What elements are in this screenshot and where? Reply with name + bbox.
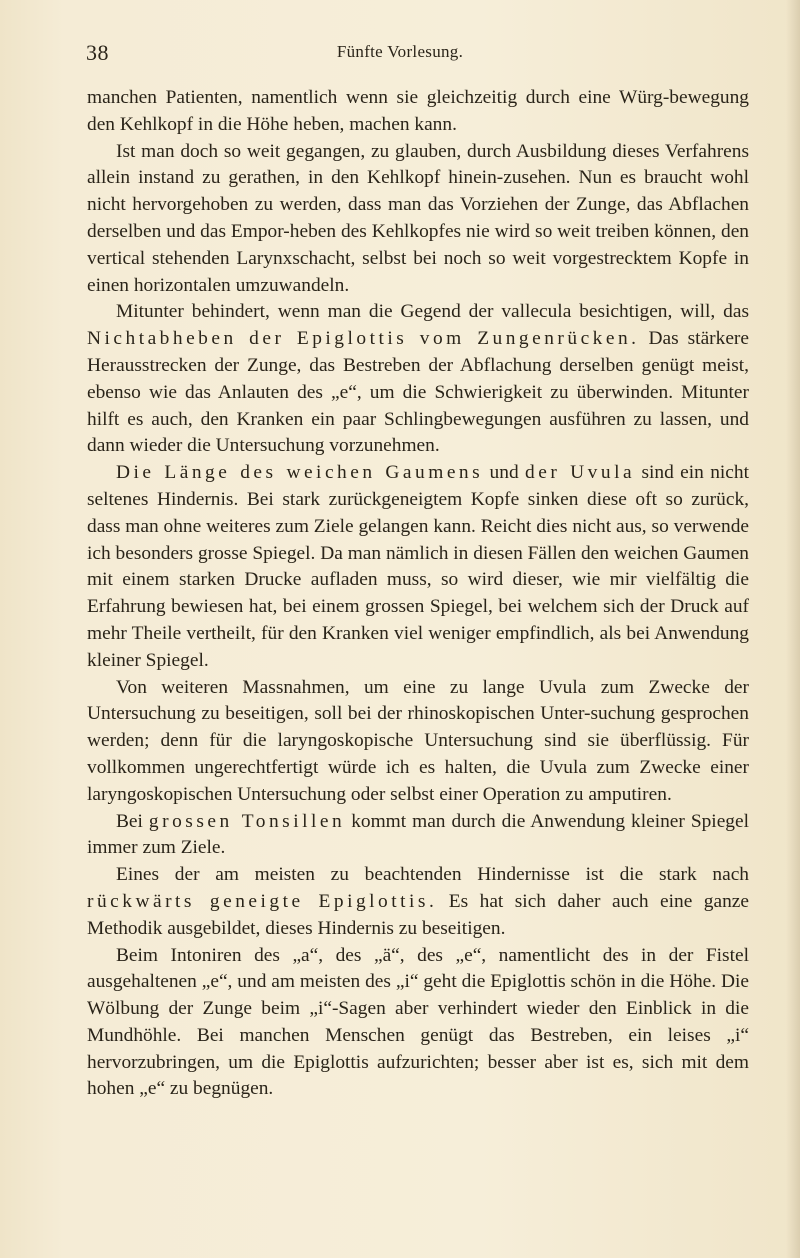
paragraph <box>87 862 749 942</box>
running-head: Fünfte Vorlesung. <box>336 42 464 61</box>
page-edge-shadow <box>786 0 800 1258</box>
paragraph-text: kommt man durch die Anwendung kleiner Spiegel immer zum Ziele. <box>87 810 749 859</box>
paragraph-text: sind ein nicht seltenes Hindernis. Bei stark zurückgeneigtem Kopfe sinken diese oft so zurück, dass man ohne weiteres zum Ziele gelangen kann. Reicht dies nicht aus, so verwende ich besonders grosse Spiegel. Da man nämlich in diesen Fällen den weichen Gaumen mit einem starken Drucke aufladen muss, so wird dieser, wie mir vielfältig die Erfahrung bewiesen hat, bei einem grossen Spiegel, bei welchem sich der Druck auf mehr Theile vertheilt, für den Kranken viel weniger empfindlich, als bei Anwendung kleiner Spiegel. <box>87 462 749 671</box>
paragraph <box>87 675 749 809</box>
paragraph <box>87 809 749 863</box>
paragraph <box>87 299 749 460</box>
emphasized-text: Nichtabheben der Epiglottis vom Zungenrücken. <box>87 328 640 350</box>
paragraph-text: manchen Patienten, namentlich wenn sie gleichzeitig durch eine Würg-bewegung den Kehlkopf in die Höhe heben, machen kann. <box>87 87 749 135</box>
paragraph <box>87 85 749 139</box>
paragraph-text: Eines der am meisten zu beachtenden Hindernisse ist die stark nach <box>116 864 749 886</box>
paragraph-text: Ist man doch so weit gegangen, zu glauben, durch Ausbildung dieses Verfahrens allein instand zu gerathen, in den Kehlkopf hinein-zusehen. Nun es braucht wohl nicht hervorgehoben zu werden, dass man das Vorziehen der Zunge, das Abflachen derselben und das Empor-heben des Kehlkopfes nie wird so weit treiben können, den vertical stehenden Larynxschacht, selbst bei noch so weit vorgestrecktem Kopfe in einen horizontalen umzuwandeln. <box>87 140 749 296</box>
paragraph-text: Von weiteren Massnahmen, um eine zu lange Uvula zum Zwecke der Untersuchung zu beseitigen, soll bei der rhinoskopischen Unter-suchung gesprochen werden; denn für die laryngoskopische Untersuchung sind sie überflüssig. Für vollkommen ungerechtfertigt würde ich es halten, die Uvula zum Zwecke einer laryngoskopischen Untersuchung oder selbst einer Operation zu amputiren. <box>87 676 749 805</box>
paragraph-text: Beim Intoniren des „a“, des „ä“, des „e“, namentlicht des in der Fistel ausgehaltenen „e“, und am meisten des „i“ geht die Epiglottis schön in die Höhe. Die Wölbung der Zunge beim „i“-Sagen aber verhindert wieder den Einblick in die Mundhöhle. Bei manchen Menschen genügt das Bestreben, ein leises „i“ hervorzubringen, um die Epiglottis aufzurichten; besser aber ist es, sich mit dem hohen „e“ zu begnügen. <box>87 944 749 1100</box>
paragraph <box>87 943 749 1104</box>
paragraph <box>87 139 749 300</box>
emphasized-text: grossen Tonsillen <box>148 810 346 832</box>
paragraph-text: Bei <box>116 810 149 832</box>
emphasized-text: der Uvula <box>525 462 636 484</box>
paragraph <box>87 460 749 674</box>
emphasized-text: rückwärts geneigte Epiglottis. <box>87 890 438 912</box>
paragraph-text: Das stärkere Herausstrecken der Zunge, das Bestreben der Abflachung derselben genügt meist, ebenso wie das Anlauten des „e“, um die Schwierigkeit zu überwinden. Mitunter hilft es auch, den Kranken ein paar Schlingbewegungen ausführen zu lassen, und dann wieder die Untersuchung vorzunehmen. <box>87 328 750 457</box>
paragraph-text: und <box>483 462 526 484</box>
emphasized-text: Die Länge des weichen Gaumens <box>116 462 484 484</box>
paragraph-text: Mitunter behindert, wenn man die Gegend der vallecula besichtigen, will, das <box>116 301 749 323</box>
body-text <box>87 85 749 1103</box>
page-header <box>0 38 800 65</box>
paragraph-text: Es hat sich daher auch eine ganze Methodik ausgebildet, dieses Hindernis zu beseitigen. <box>87 890 749 939</box>
page-number: 38 <box>86 40 109 65</box>
